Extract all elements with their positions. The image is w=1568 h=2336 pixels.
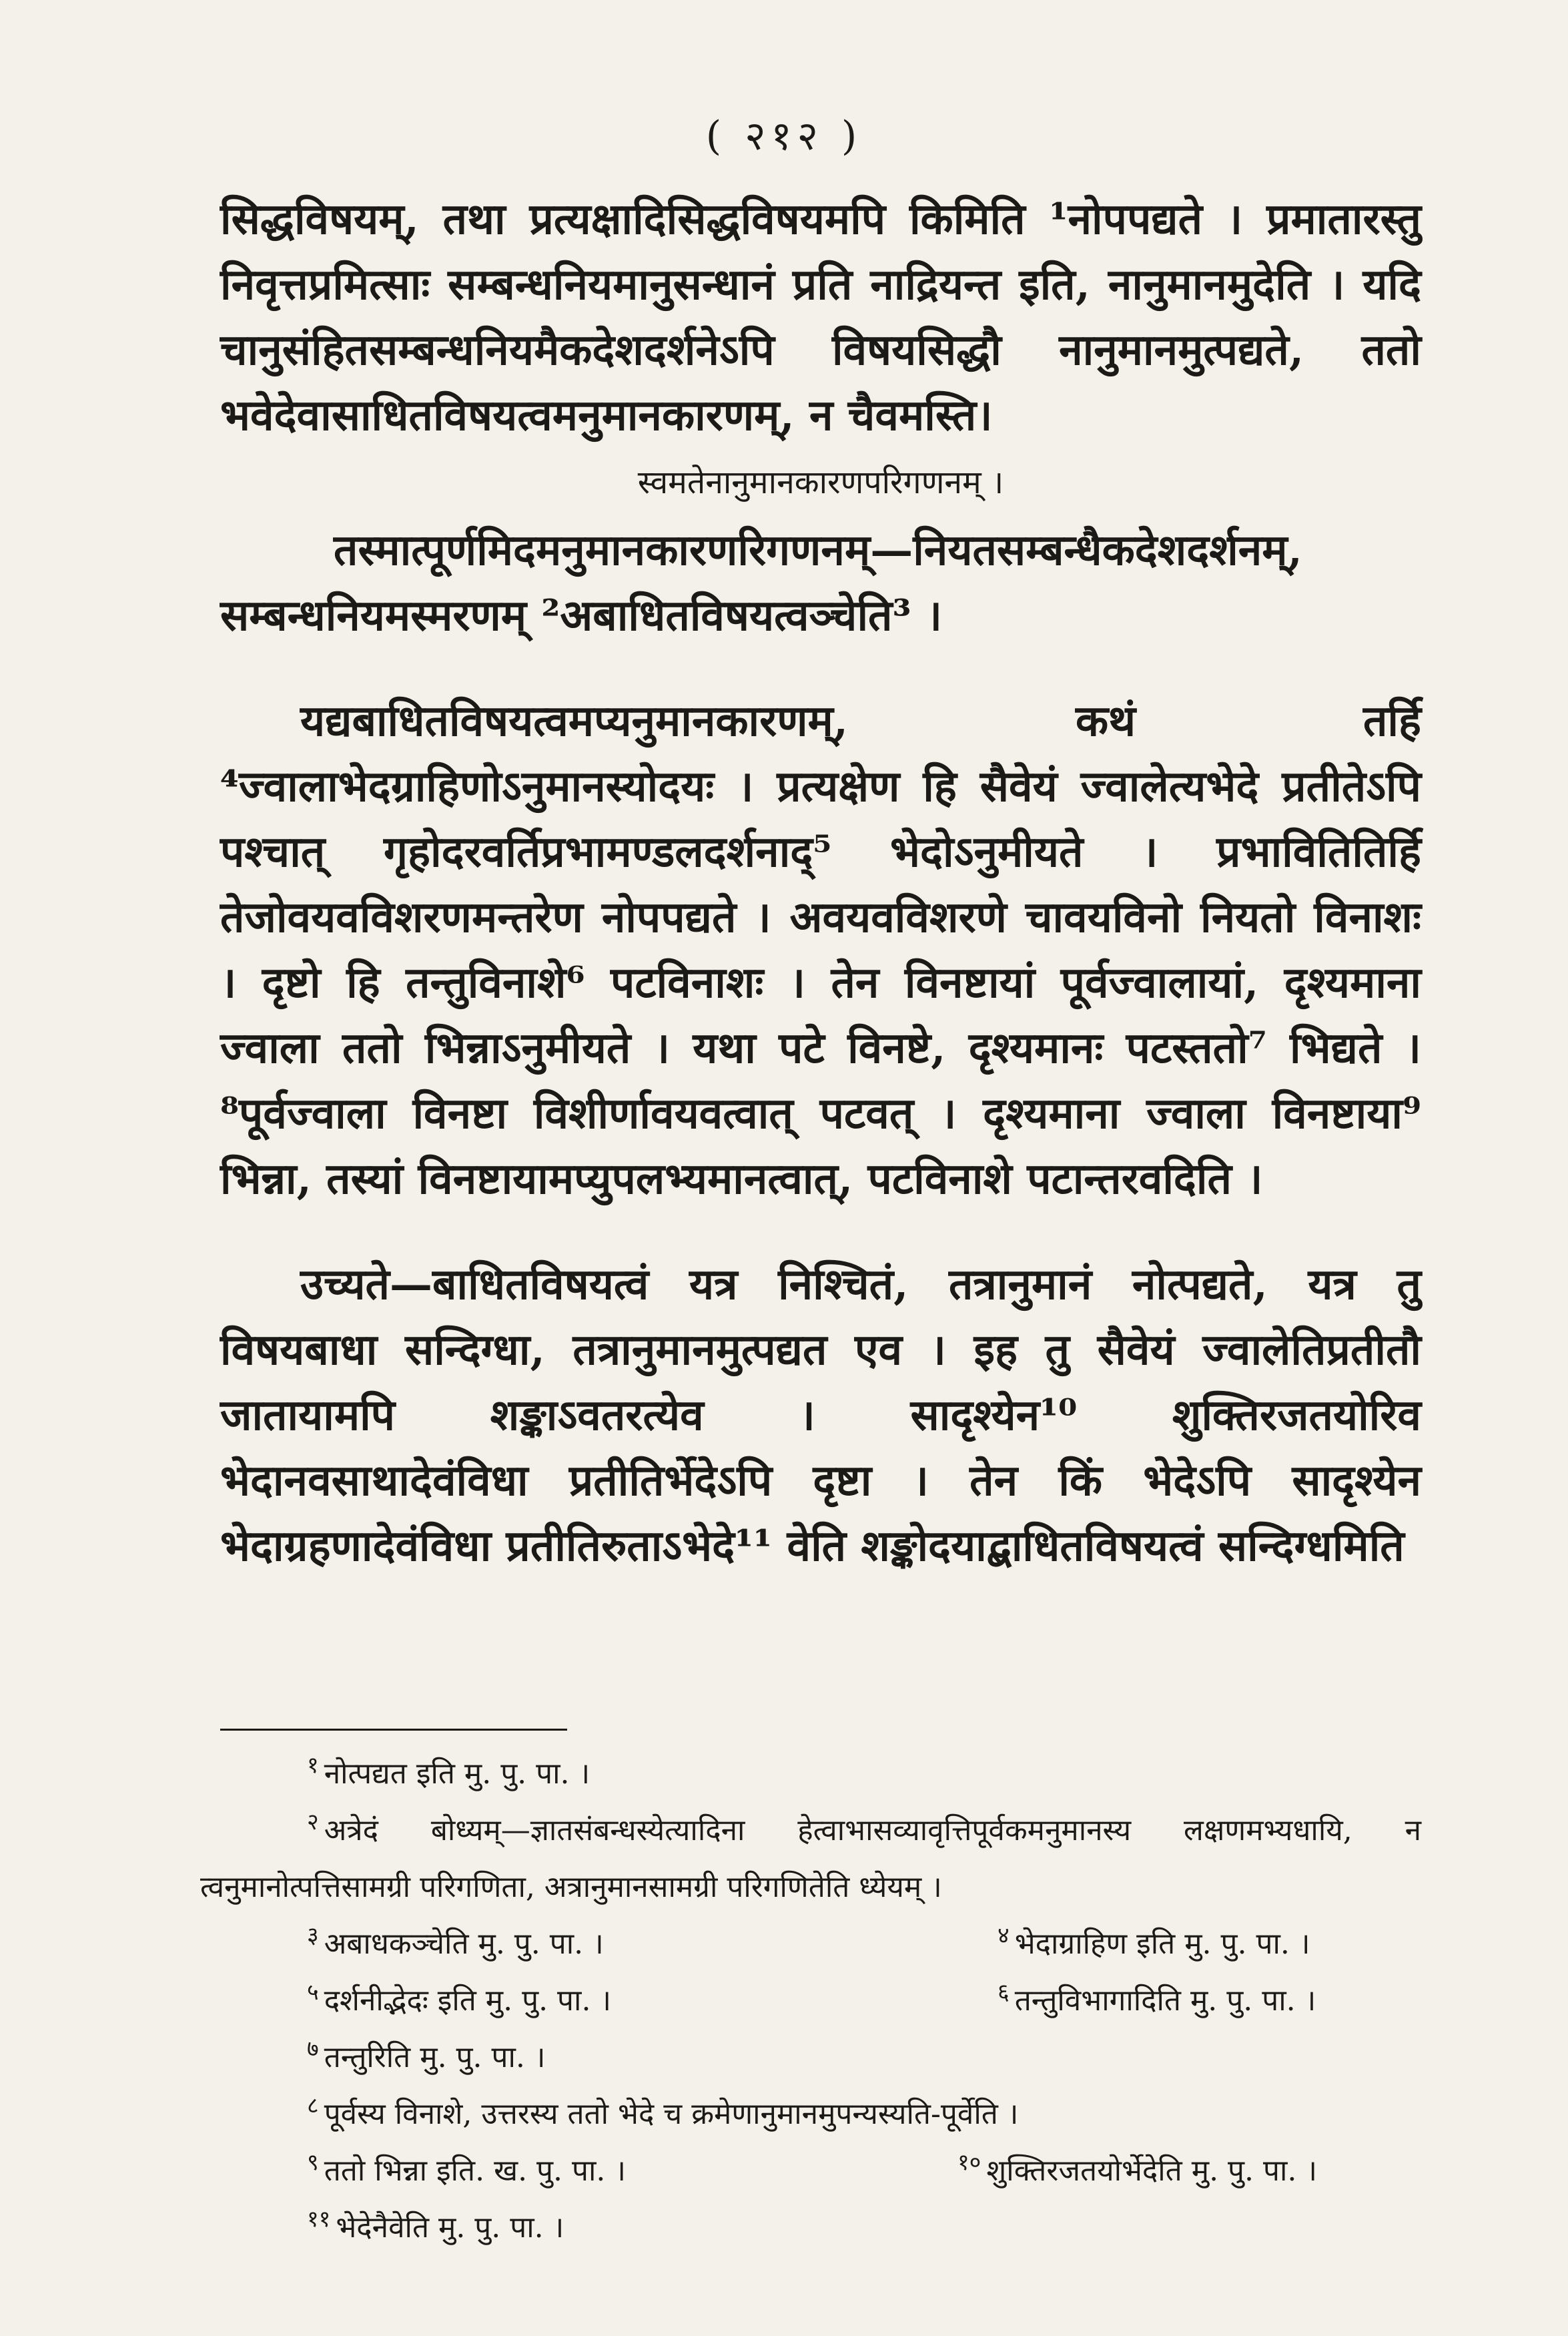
paragraph-2: यद्यबाधितविषयत्वमप्यनुमानकारणम्, कथं तर्हि ⁴ज्वालाभेदग्राहिणोऽनुमानस्योदयः । प्रत्यक्षेण हि सैवेयं ज्वालेत्यभेदे प्रतीतेऽपि पश्चात् गृहोदरवर्तिप्रभामण्डलदर्शनाद्⁵ भेदोऽनुमीयते । प्रभावितितिर्हि तेजोवयवविशरणमन्तरेण नोपपद्यते । अवयवविशरणे चावयविनो नियतो विनाशः । दृष्टो हि तन्तुविनाशे⁶ पटविनाशः । तेन विनष्टायां पूर्वज्वालायां, दृश्यमाना ज्वाला ततो भिन्नाऽनुमीयते । यथा पटे विनष्टे, दृश्यमानः पटस्ततो⁷ भिद्यते । ⁸पूर्वज्वाला विनष्टा विशीर्णावयवत्वात् पटवत् । दृश्यमाना ज्वाला विनष्टाया⁹ भिन्ना, तस्यां विनष्टायामप्युपलभ्यमानत्वात्, पटविनाशे पटान्तरवदिति । [220, 696, 1421, 1204]
paragraph-1: सिद्धविषयम्, तथा प्रत्यक्षादिसिद्धविषयमपि किमिति ¹नोपपद्यते । प्रमातारस्तु निवृत्तप्रमित्साः सम्बन्धनियमानुसन्धानं प्रति नाद्रियन्त इति, नानुमानमुदेति । यदि चानुसंहितसम्बन्धनियमैकदेशदर्शनेऽपि विषयसिद्धौ नानुमानमुत्पद्यते, ततो भवेदेवासाधितविषयत्वमनुमानकारणम्, न चैवमस्ति। [220, 194, 1421, 441]
footnote-6: $^६$ तन्तुविभागादिति मु. पु. पा. । [998, 1979, 1316, 2018]
footnote-7: $^७$ तन्तुरिति मु. पु. पा. । [307, 2036, 546, 2074]
footnote-9: $^९$ ततो भिन्ना इति. ख. पु. पा. । [307, 2149, 627, 2188]
footnote-10: $^{१०}$ शुक्तिरजतयोर्भेदेति मु. पु. पा. । [957, 2149, 1318, 2188]
footnote-11: $^{११}$ भेदेनैवेति मु. पु. पा. । [307, 2206, 564, 2245]
footnote-4: $^४$ भेदाग्राहिण इति मु. पु. पा. । [998, 1922, 1310, 1961]
footnote-row-3-4 [200, 1916, 1421, 1972]
footnote-5: $^५$ दर्शनीद्भेदः इति मु. पु. पा. । [307, 1979, 612, 2018]
footnote-divider [220, 1729, 567, 1731]
footnote-row-5-6 [200, 1972, 1421, 2029]
footnote-8: $^८$ पूर्वस्य विनाशे, उत्तरस्य ततो भेदे च क्रमेणानुमानमुपन्यस्यति-पूर्वेति । [307, 2092, 1019, 2131]
summary-paragraph: तस्मात्पूर्णमिदमनुमानकारणरिगणनम्—नियतसम्बन्धैकदेशदर्शनम्, सम्बन्धनियमस्मरणम् ²अबाधितविषयत्वञ्चेति³ । [220, 525, 1302, 641]
footnote-3: $^३$ अबाधकञ्चेति मु. पु. पा. । [307, 1922, 604, 1961]
section-heading: स्वमतेनानुमानकारणपरिगणनम् । [637, 464, 1004, 501]
footnote-row-9-10 [200, 2142, 1421, 2199]
footnotes [200, 1745, 1421, 2256]
footnote-1: $^१$ नोत्पद्यत इति मु. पु. पा. । [307, 1752, 591, 1791]
footnote-2: $^२$ अत्रेदं बोध्यम्—ज्ञातसंबन्धस्येत्यादिना हेत्वाभासव्यावृत्तिपूर्वकमनुमानस्य लक्षणमभ्यधायि, न त्वनुमानोत्पत्तिसामग्री परिगणिता, अत्रानुमानसामग्री परिगणितेति ध्येयम् । [200, 1809, 1421, 1904]
paragraph-3: उच्यते—बाधितविषयत्वं यत्र निश्चितं, तत्रानुमानं नोत्पद्यते, यत्र तु विषयबाधा सन्दिग्धा, तत्रानुमानमुत्पद्यत एव । इह तु सैवेयं ज्वालेतिप्रतीतौ जातायामपि शङ्काऽवतरत्येव । सादृश्येन¹⁰ शुक्तिरजतयोरिव भेदानवसाथादेवंविधा प्रतीतिर्भेदेऽपि दृष्टा । तेन किं भेदेऽपि सादृश्येन भेदाग्रहणादेवंविधा प्रतीतिरुताऽभेदे¹¹ वेति शङ्कोदयाद्बाधितविषयत्वं सन्दिग्धमिति [220, 1259, 1421, 1571]
page-number: ( २१२ ) [705, 113, 863, 160]
main-text [220, 187, 1421, 1579]
